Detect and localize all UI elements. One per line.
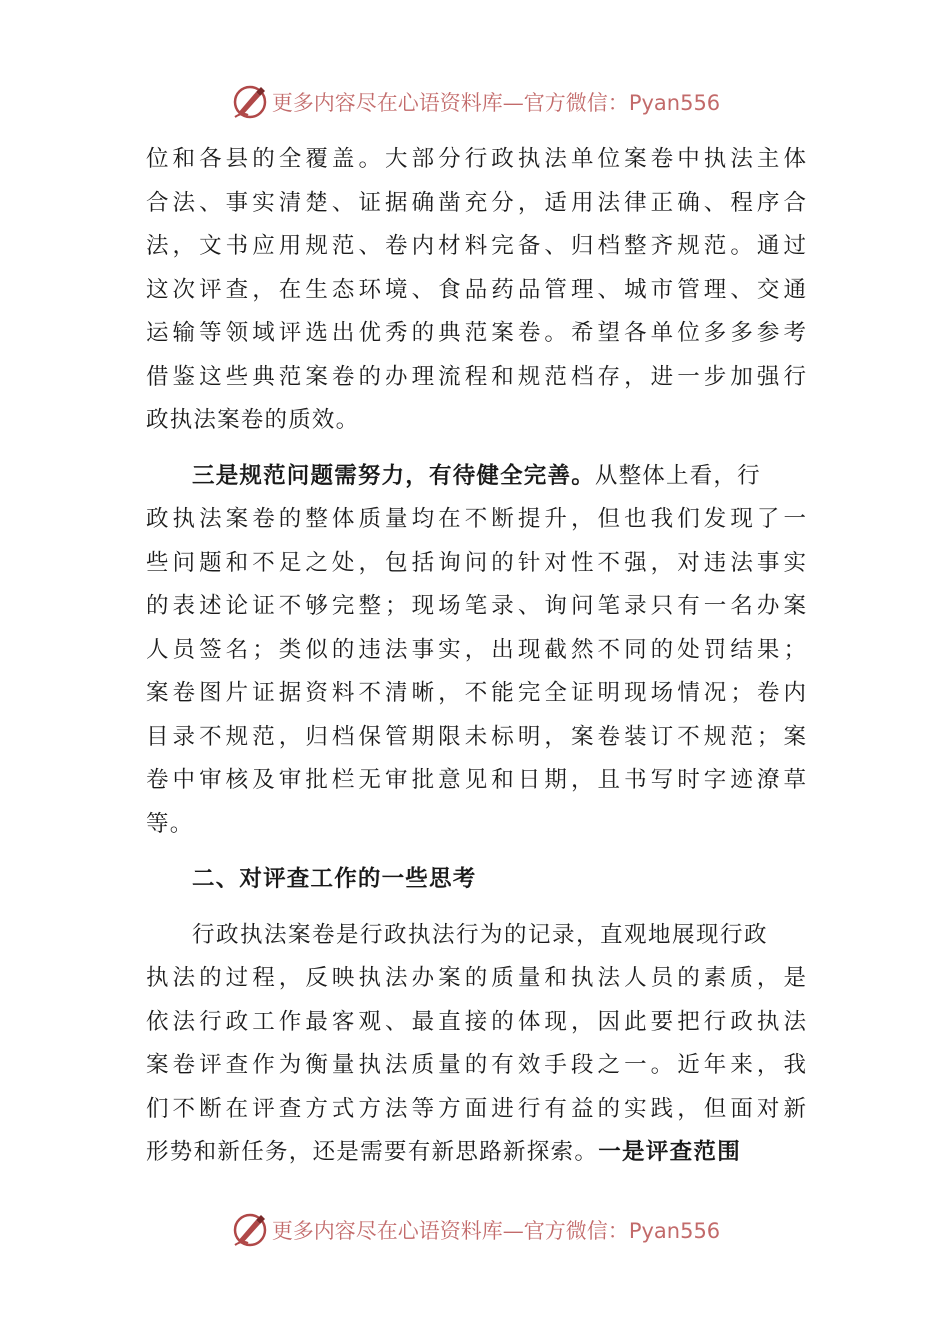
text-line: 位和各县的全覆盖。大部分行政执法单位案卷中执法主体 xyxy=(146,146,806,172)
text-line: 些问题和不足之处，包括询问的针对性不强，对违法事实 xyxy=(146,549,806,576)
bold-lead: 三是规范问题需努力，有待健全完善。 xyxy=(192,462,595,489)
text-line: 的表述论证不够完整；现场笔录、询问笔录只有一名办案 xyxy=(146,593,806,619)
watermark-text: 更多内容尽在心语资料库—官方微信：Pyan556 xyxy=(271,1219,721,1243)
text-line: 执法的过程，反映执法办案的质量和执法人员的素质，是 xyxy=(146,965,806,991)
text-line: 政执法案卷的质效。 xyxy=(146,407,360,433)
bold-lead: 一是评查范围 xyxy=(598,1139,742,1165)
text-line: 借鉴这些典范案卷的办理流程和规范档存，进一步加强行 xyxy=(146,363,806,390)
document-body xyxy=(146,138,806,1175)
text-line: 案卷图片证据资料不清晰，不能完全证明现场情况；卷内 xyxy=(146,680,806,706)
text-line: 目录不规范，归档保管期限未标明，案卷装订不规范；案 xyxy=(146,723,806,750)
text-line: 运输等领域评选出优秀的典范案卷。希望各单位多多参考 xyxy=(146,320,806,346)
text-line: 依法行政工作最客观、最直接的体现，因此要把行政执法 xyxy=(146,1008,806,1035)
text-line: 政执法案卷的整体质量均在不断提升，但也我们发现了一 xyxy=(146,506,806,532)
text-line: 行政执法案卷是行政执法行为的记录，直观地展现行政 xyxy=(192,921,769,948)
watermark-text: 更多内容尽在心语资料库—官方微信：Pyan556 xyxy=(271,91,721,115)
text-line: 形势和新任务，还是需要有新思路新探索。一是评查范围 xyxy=(146,1139,742,1165)
paragraph-heading-line: 三是规范问题需努力，有待健全完善。从整体上看，行 xyxy=(192,462,761,489)
text-line: 们不断在评查方式方法等方面进行有益的实践，但面对新 xyxy=(146,1095,806,1122)
text-line: 案卷评查作为衡量执法质量的有效手段之一。近年来，我 xyxy=(146,1052,806,1078)
section-heading: 二、对评查工作的一些思考 xyxy=(192,866,477,892)
pen-circle-logo-icon xyxy=(230,82,270,122)
pen-circle-logo-icon xyxy=(230,1210,270,1250)
watermark-footer xyxy=(0,1210,950,1250)
text-line: 人员签名；类似的违法事实，出现截然不同的处罚结果； xyxy=(146,636,806,663)
wechat-id: Pyan556 xyxy=(628,1219,721,1243)
text-line: 卷中审核及审批栏无审批意见和日期，且书写时字迹潦草 xyxy=(146,767,806,793)
watermark-header xyxy=(0,82,950,122)
wechat-id: Pyan556 xyxy=(628,91,721,115)
text-line: 等。 xyxy=(146,810,194,837)
text-line: 合法、事实清楚、证据确凿充分，适用法律正确、程序合 xyxy=(146,189,806,216)
text-line: 法，文书应用规范、卷内材料完备、归档整齐规范。通过 xyxy=(146,233,806,259)
text-line: 这次评查，在生态环境、食品药品管理、城市管理、交通 xyxy=(146,276,806,303)
